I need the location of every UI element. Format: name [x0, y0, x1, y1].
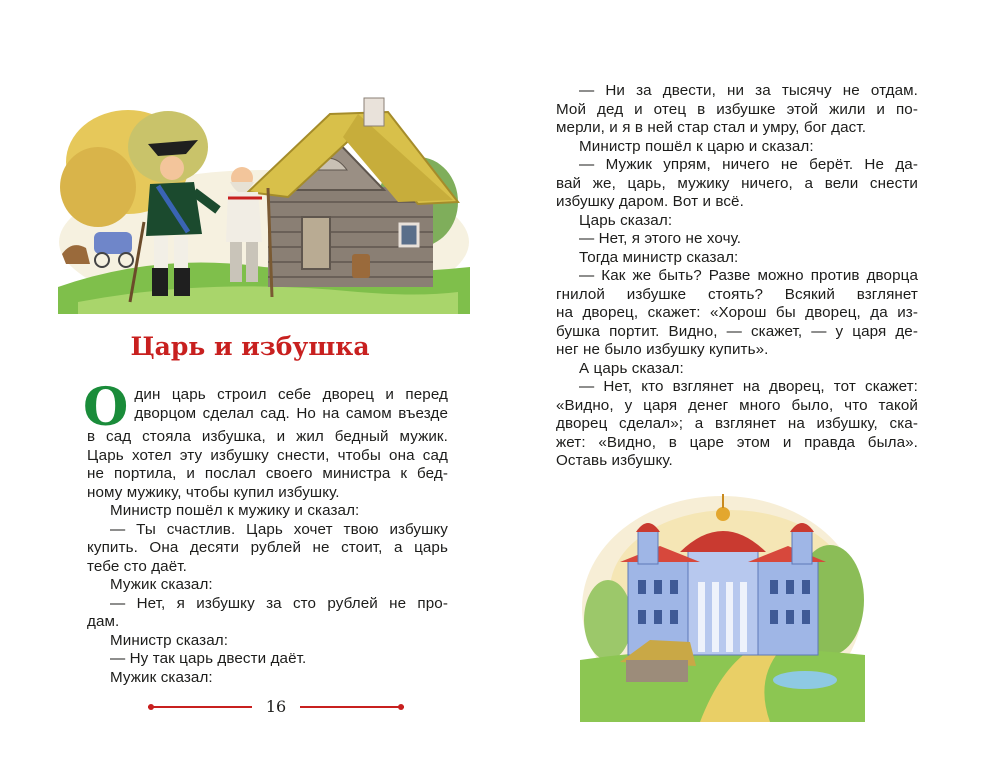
text-line: — Нет, я избушку за сто рублей не про- — [110, 594, 448, 612]
paragraph-7 — [87, 650, 448, 669]
right-page — [500, 0, 1000, 776]
footer-rule-right — [300, 706, 404, 708]
paragraph-4 — [556, 212, 918, 231]
paragraph-3 — [556, 156, 918, 212]
text-line: нег не было избушку купить». — [556, 341, 769, 358]
text-line: ному мужику, чтобы купил избушку. — [87, 483, 340, 501]
text-line: Оставь избушку. — [556, 452, 673, 469]
paragraph-9 — [556, 378, 918, 471]
paragraph-8 — [556, 360, 918, 379]
drop-cap: О — [83, 377, 129, 438]
paragraph-2 — [87, 502, 448, 521]
text-line: не портила, и послал своего министра к бед- — [87, 465, 448, 482]
text-line: мерли, и я в ней стар стал и умру, бог даст. — [556, 119, 867, 136]
page-number: 16 — [265, 697, 287, 716]
text-line: — Мужик упрям, ничего не берёт. Не да- — [579, 156, 918, 173]
paragraph-1 — [83, 377, 448, 502]
palace-illustration — [580, 490, 865, 722]
text-line: Министр пошёл к царю и сказал: — [579, 137, 814, 155]
right-text-column — [556, 82, 918, 471]
footer-rule-left — [148, 706, 252, 708]
text-line: купить. Она десяти рублей не стоит, а царь — [87, 539, 448, 556]
text-line: вай же, царь, мужику ничего, а вели снести — [556, 174, 918, 192]
text-line: на дворец, скажет: «Хорош бы дворец, да из- — [556, 304, 918, 321]
text-line: — Ну так царь двести даёт. — [110, 650, 307, 667]
text-line: — Как же быть? Разве можно против дворца — [579, 267, 918, 284]
text-line: Царь сказал: — [579, 211, 673, 229]
paragraph-6 — [556, 249, 918, 268]
page-number-footer — [148, 697, 404, 716]
text-line: Министр пошёл к мужику и сказал: — [110, 502, 360, 519]
paragraph-5 — [87, 595, 448, 632]
paragraph-3 — [87, 521, 448, 577]
text-line: гнилой избушке стоять? Всякий взглянет — [556, 285, 918, 303]
text-line: — Ты счастлив. Царь хочет твою избушку — [110, 520, 448, 538]
text-line: жет: «Видно, в царе этом и правда была». — [556, 433, 918, 451]
text-line: Царь хотел эту избушку снести, чтобы она сад — [87, 446, 448, 464]
text-line: дворец сделал»; а взглянет на избушку, ска- — [556, 415, 918, 432]
text-line: Тогда министр сказал: — [579, 248, 739, 266]
text-line: А царь сказал: — [579, 359, 684, 377]
text-line: Мой дед и отец в избушке этой жили и по- — [556, 100, 918, 118]
text-line: Мужик сказал: — [110, 576, 213, 593]
text-line: Мужик сказал: — [110, 668, 213, 686]
paragraph-6 — [87, 632, 448, 651]
text-line: Министр сказал: — [110, 631, 229, 649]
text-line: в сад стояла избушка, и жил бедный мужик. — [87, 428, 448, 445]
text-line: «Видно, у царя денег много было, что такой — [556, 396, 918, 414]
paragraph-8 — [87, 669, 448, 688]
text-line: — Нет, я этого не хочу. — [579, 230, 742, 247]
paragraph-7 — [556, 267, 918, 360]
paragraph-2 — [556, 138, 918, 157]
text-line: — Нет, кто взглянет на дворец, тот скажет: — [579, 378, 918, 395]
paragraph-4 — [87, 576, 448, 595]
paragraph-1 — [556, 82, 918, 138]
text-line: дам. — [87, 613, 120, 630]
left-text-column — [83, 377, 448, 687]
text-line: дин царь строил себе дворец и перед — [134, 386, 448, 403]
hut-illustration — [58, 92, 470, 314]
text-line: дворцом сделал сад. Но на самом въезде — [134, 404, 448, 422]
text-line: тебе сто даёт. — [87, 557, 187, 575]
paragraph-5 — [556, 230, 918, 249]
text-line: — Ни за двести, ни за тысячу не отдам. — [579, 82, 918, 99]
text-line: избушку даром. Вот и всё. — [556, 193, 744, 210]
story-title: Царь и избушка — [130, 332, 370, 361]
text-line: бушка портит. Видно, — скажет, — у царя де- — [556, 322, 918, 340]
